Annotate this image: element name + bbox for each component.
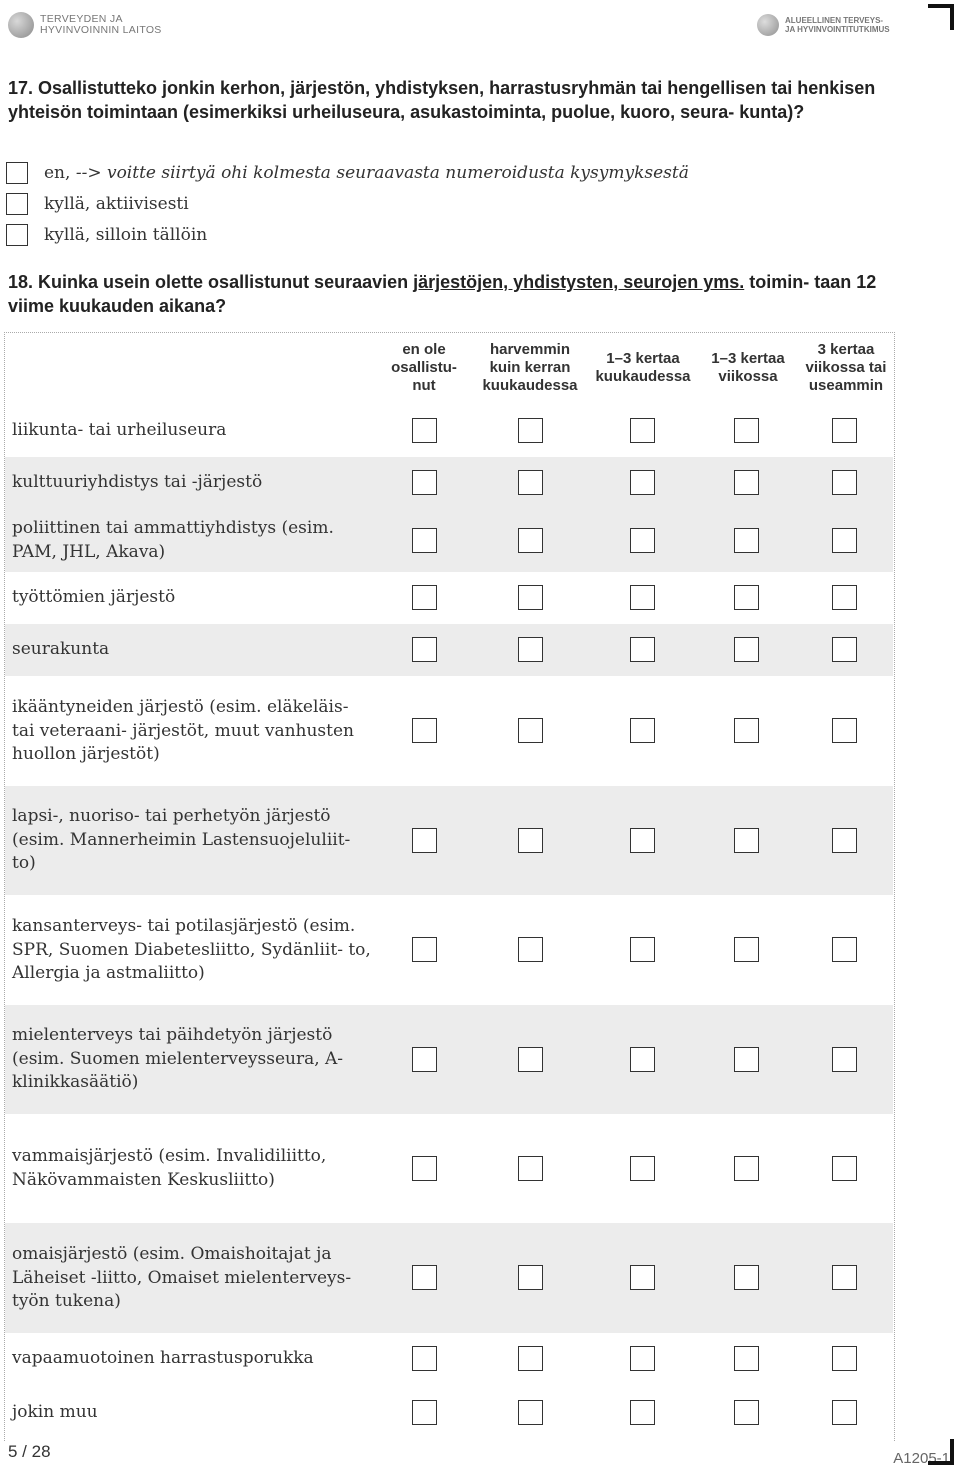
table-row bbox=[5, 1223, 893, 1333]
frequency-checkbox-col-3[interactable] bbox=[630, 1047, 655, 1072]
frequency-checkbox-col-5[interactable] bbox=[832, 828, 857, 853]
question-17-title: 17. Osallistutteko jonkin kerhon, järjestön, yhdistyksen, harrastusryhmän tai hengellisen tai henkisen yhteisön toimintaan (esimerkiksi urheiluseura, asukastoiminta, puolue, kuoro, seura- kunta)? bbox=[8, 78, 876, 122]
table-row-label: työttömien järjestö bbox=[12, 587, 176, 607]
table-row-label: mielenterveys tai päihdetyön järjestö (esim. Suomen mielenterveysseura, A- klinikkasäätiö) bbox=[12, 1025, 344, 1092]
frequency-checkbox-col-4[interactable] bbox=[734, 637, 759, 662]
frequency-checkbox-col-4[interactable] bbox=[734, 528, 759, 553]
frequency-checkbox-col-3[interactable] bbox=[630, 418, 655, 443]
table-row-label: omaisjärjestö (esim. Omaishoitajat ja Läheiset -liitto, Omaiset mielenterveys- työn tukena) bbox=[12, 1244, 352, 1311]
table-row-label: kulttuuriyhdistys tai -järjestö bbox=[12, 472, 263, 492]
frequency-checkbox-col-4[interactable] bbox=[734, 585, 759, 610]
frequency-checkbox-col-2[interactable] bbox=[518, 828, 543, 853]
table-row bbox=[5, 457, 893, 509]
table-row bbox=[5, 509, 893, 572]
table-row-label: lapsi-, nuoriso- tai perhetyön järjestö (esim. Mannerheimin Lastensuojeluliit- to) bbox=[12, 806, 351, 873]
frequency-checkbox-col-4[interactable] bbox=[734, 1047, 759, 1072]
frequency-checkbox-col-5[interactable] bbox=[832, 1156, 857, 1181]
frequency-checkbox-col-5[interactable] bbox=[832, 1265, 857, 1290]
thl-logo bbox=[8, 10, 162, 40]
frequency-checkbox-col-2[interactable] bbox=[518, 528, 543, 553]
question-18-title-part2: toimin- taan 12 viime kuukauden aikana? bbox=[8, 272, 877, 316]
page-number: 5 / 28 bbox=[8, 1442, 51, 1461]
ath-logo-icon bbox=[757, 14, 779, 36]
frequency-checkbox-col-1[interactable] bbox=[412, 828, 437, 853]
q17-option-silloin-talloin-label: kyllä, silloin tällöin bbox=[44, 225, 208, 245]
frequency-checkbox-col-2[interactable] bbox=[518, 418, 543, 443]
q17-option-silloin-talloin[interactable] bbox=[6, 222, 207, 248]
table-row-label: vammaisjärjestö (esim. Invalidiliitto, Näkövammaisten Keskusliitto) bbox=[12, 1146, 327, 1190]
table-row bbox=[5, 1385, 893, 1440]
table-row bbox=[5, 624, 893, 676]
table-row-label: seurakunta bbox=[12, 639, 110, 659]
frequency-checkbox-col-2[interactable] bbox=[518, 585, 543, 610]
ath-logo bbox=[757, 12, 890, 38]
table-row-label: vapaamuotoinen harrastusporukka bbox=[12, 1348, 314, 1368]
frequency-checkbox-col-4[interactable] bbox=[734, 718, 759, 743]
frequency-checkbox-col-1[interactable] bbox=[412, 1265, 437, 1290]
column-header-not-participated: en ole osallistu- nut bbox=[391, 341, 457, 394]
frequency-checkbox-col-5[interactable] bbox=[832, 585, 857, 610]
frequency-checkbox-col-5[interactable] bbox=[832, 1400, 857, 1425]
frequency-checkbox-col-5[interactable] bbox=[832, 718, 857, 743]
table-row bbox=[5, 895, 893, 1005]
table-row bbox=[5, 405, 893, 457]
frequency-checkbox-col-1[interactable] bbox=[412, 418, 437, 443]
frequency-checkbox-col-1[interactable] bbox=[412, 1346, 437, 1371]
frequency-checkbox-col-3[interactable] bbox=[630, 1400, 655, 1425]
frequency-checkbox-col-2[interactable] bbox=[518, 718, 543, 743]
frequency-checkbox-col-4[interactable] bbox=[734, 937, 759, 962]
thl-logo-line2: HYVINVOINNIN LAITOS bbox=[40, 24, 162, 36]
frequency-checkbox-col-2[interactable] bbox=[518, 1400, 543, 1425]
column-header-3-weekly-or-more: 3 kertaa viikossa tai useammin bbox=[805, 341, 887, 394]
frequency-checkbox-col-4[interactable] bbox=[734, 828, 759, 853]
frequency-checkbox-col-2[interactable] bbox=[518, 637, 543, 662]
q17-option-en-hint: --> voitte siirtyä ohi kolmesta seuraavasta numeroidusta kysymyksestä bbox=[75, 163, 689, 183]
frequency-checkbox-col-2[interactable] bbox=[518, 470, 543, 495]
table-row-label: liikunta- tai urheiluseura bbox=[12, 420, 227, 440]
frequency-checkbox-col-1[interactable] bbox=[412, 637, 437, 662]
thl-logo-icon bbox=[8, 12, 34, 38]
column-header-less-than-monthly: harvemmin kuin kerran kuukaudessa bbox=[482, 341, 578, 394]
frequency-checkbox-col-5[interactable] bbox=[832, 1346, 857, 1371]
frequency-checkbox-col-5[interactable] bbox=[832, 937, 857, 962]
frequency-checkbox-col-1[interactable] bbox=[412, 585, 437, 610]
frequency-checkbox-col-4[interactable] bbox=[734, 418, 759, 443]
frequency-checkbox-col-3[interactable] bbox=[630, 1265, 655, 1290]
frequency-checkbox-col-3[interactable] bbox=[630, 585, 655, 610]
crop-mark-top-right bbox=[928, 4, 954, 30]
table-row-label: kansanterveys- tai potilasjärjestö (esim. SPR, Suomen Diabetesliitto, Sydänliit- to, Allergia ja astmaliitto) bbox=[12, 916, 371, 983]
frequency-checkbox-col-3[interactable] bbox=[630, 470, 655, 495]
question-18-title-underlined: järjestöjen, yhdistysten, seurojen yms. bbox=[413, 272, 745, 292]
question-18-title-part1: 18. Kuinka usein olette osallistunut seuraavien bbox=[8, 272, 414, 292]
frequency-checkbox-col-2[interactable] bbox=[518, 937, 543, 962]
frequency-checkbox-col-2[interactable] bbox=[518, 1265, 543, 1290]
thl-logo-line1: TERVEYDEN JA bbox=[40, 13, 123, 25]
question-18-title bbox=[8, 270, 878, 318]
q17-option-silloin-talloin-checkbox[interactable] bbox=[6, 224, 28, 246]
frequency-checkbox-col-5[interactable] bbox=[832, 528, 857, 553]
frequency-checkbox-col-1[interactable] bbox=[412, 470, 437, 495]
frequency-checkbox-col-2[interactable] bbox=[518, 1156, 543, 1181]
frequency-checkbox-col-3[interactable] bbox=[630, 828, 655, 853]
frequency-checkbox-col-4[interactable] bbox=[734, 470, 759, 495]
table-row bbox=[5, 786, 893, 895]
ath-logo-line1: ALUEELLINEN TERVEYS- bbox=[785, 16, 884, 25]
frequency-checkbox-col-1[interactable] bbox=[412, 937, 437, 962]
frequency-checkbox-col-4[interactable] bbox=[734, 1156, 759, 1181]
ath-logo-line2: JA HYVINVOINTITUTKIMUS bbox=[785, 25, 890, 34]
frequency-checkbox-col-5[interactable] bbox=[832, 1047, 857, 1072]
frequency-checkbox-col-5[interactable] bbox=[832, 418, 857, 443]
frequency-checkbox-col-5[interactable] bbox=[832, 470, 857, 495]
frequency-checkbox-col-2[interactable] bbox=[518, 1047, 543, 1072]
q17-option-aktiivisesti-label: kyllä, aktiivisesti bbox=[44, 194, 189, 214]
q17-option-en-checkbox[interactable] bbox=[6, 162, 28, 184]
frequency-checkbox-col-2[interactable] bbox=[518, 1346, 543, 1371]
frequency-checkbox-col-4[interactable] bbox=[734, 1346, 759, 1371]
frequency-checkbox-col-4[interactable] bbox=[734, 1265, 759, 1290]
table-row bbox=[5, 572, 893, 624]
frequency-checkbox-col-1[interactable] bbox=[412, 1156, 437, 1181]
table-row bbox=[5, 1005, 893, 1114]
column-header-1-3-monthly: 1–3 kertaa kuukaudessa bbox=[595, 350, 691, 385]
table-row-label: ikääntyneiden järjestö (esim. eläkeläis- tai veteraani- järjestöt, muut vanhusten huollon järjestöt) bbox=[12, 697, 354, 764]
frequency-checkbox-col-1[interactable] bbox=[412, 1047, 437, 1072]
frequency-checkbox-col-3[interactable] bbox=[630, 637, 655, 662]
q17-option-aktiivisesti[interactable] bbox=[6, 191, 189, 217]
frequency-checkbox-col-1[interactable] bbox=[412, 528, 437, 553]
crop-mark-bottom-right bbox=[928, 1439, 954, 1465]
frequency-checkbox-col-1[interactable] bbox=[412, 718, 437, 743]
q17-option-en[interactable] bbox=[6, 160, 689, 186]
frequency-checkbox-col-5[interactable] bbox=[832, 637, 857, 662]
frequency-checkbox-col-3[interactable] bbox=[630, 1346, 655, 1371]
form-code: A1205-1 bbox=[893, 1450, 950, 1467]
column-header-1-3-weekly: 1–3 kertaa viikossa bbox=[711, 350, 785, 385]
table-row bbox=[5, 1333, 893, 1385]
frequency-checkbox-col-3[interactable] bbox=[630, 528, 655, 553]
frequency-checkbox-col-3[interactable] bbox=[630, 718, 655, 743]
q17-option-en-label: en, bbox=[44, 163, 76, 183]
frequency-checkbox-col-3[interactable] bbox=[630, 1156, 655, 1181]
frequency-checkbox-col-1[interactable] bbox=[412, 1400, 437, 1425]
frequency-checkbox-col-3[interactable] bbox=[630, 937, 655, 962]
frequency-checkbox-col-4[interactable] bbox=[734, 1400, 759, 1425]
table-row-label: jokin muu bbox=[12, 1402, 98, 1422]
table-row bbox=[5, 676, 893, 786]
table-row bbox=[5, 1114, 893, 1223]
q17-option-aktiivisesti-checkbox[interactable] bbox=[6, 193, 28, 215]
table-row-label: poliittinen tai ammattiyhdistys (esim. PAM, JHL, Akava) bbox=[12, 518, 334, 562]
